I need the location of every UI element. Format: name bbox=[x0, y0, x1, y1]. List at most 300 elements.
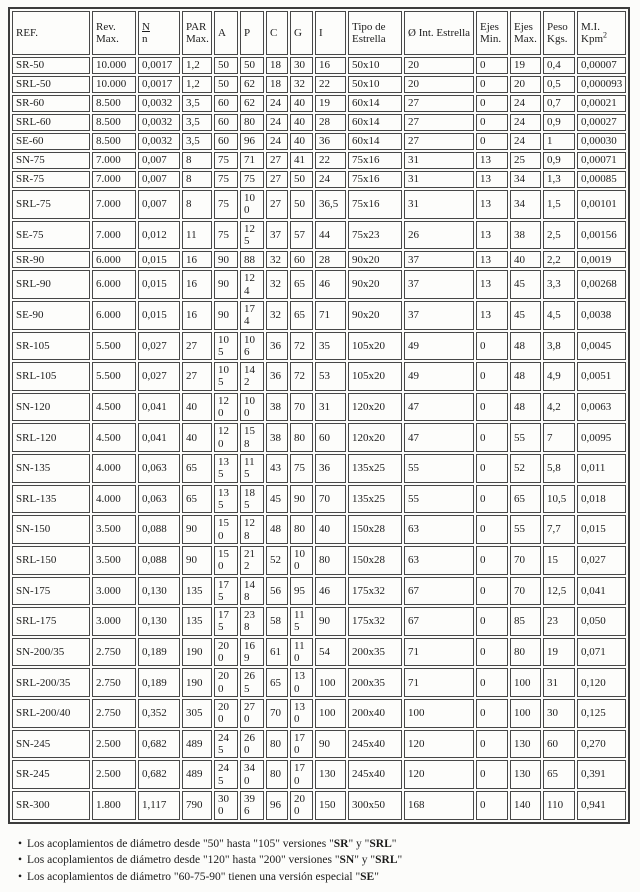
col-header-mi-kpm2 bbox=[577, 11, 626, 55]
value-cell: 270 bbox=[240, 699, 264, 728]
bullet-glyph: • bbox=[18, 870, 23, 883]
value-cell: 36 bbox=[315, 454, 346, 483]
value-cell: 75 bbox=[214, 171, 238, 188]
value-cell: 1.800 bbox=[92, 791, 136, 820]
value-cell: 0,015 bbox=[577, 515, 626, 544]
value-cell: 24 bbox=[510, 114, 541, 131]
n-ratio-numerator: N bbox=[142, 20, 150, 33]
value-cell: 37 bbox=[404, 270, 474, 299]
value-cell: 105 bbox=[214, 332, 238, 361]
value-cell: 37 bbox=[266, 221, 288, 250]
value-cell: 1 bbox=[543, 133, 575, 150]
value-cell: 4.000 bbox=[92, 454, 136, 483]
value-cell: 212 bbox=[240, 546, 264, 575]
value-cell: 43 bbox=[266, 454, 288, 483]
value-cell: 1,2 bbox=[182, 76, 212, 93]
value-cell: 8.500 bbox=[92, 95, 136, 112]
value-cell: 96 bbox=[266, 791, 288, 820]
value-cell: 32 bbox=[266, 301, 288, 330]
value-cell: 100 bbox=[315, 699, 346, 728]
value-cell: 100 bbox=[510, 699, 541, 728]
value-cell: 4.000 bbox=[92, 485, 136, 514]
value-cell: 200x35 bbox=[348, 668, 402, 697]
value-cell: 27 bbox=[182, 362, 212, 391]
value-cell: 0,682 bbox=[138, 730, 180, 759]
value-cell: 105x20 bbox=[348, 362, 402, 391]
value-cell: 95 bbox=[290, 577, 313, 606]
value-cell: 3,5 bbox=[182, 133, 212, 150]
n-ratio-denominator: n bbox=[142, 33, 148, 45]
value-cell: 245x40 bbox=[348, 760, 402, 789]
value-cell: 63 bbox=[404, 515, 474, 544]
value-cell: 49 bbox=[404, 332, 474, 361]
spec-row bbox=[12, 454, 626, 483]
value-cell: 13 bbox=[476, 190, 508, 219]
value-cell: 71 bbox=[404, 668, 474, 697]
value-cell: 150 bbox=[315, 791, 346, 820]
value-cell: 0,7 bbox=[543, 95, 575, 112]
value-cell: 0 bbox=[476, 730, 508, 759]
value-cell: 0,0038 bbox=[577, 301, 626, 330]
value-cell: 120x20 bbox=[348, 393, 402, 422]
value-cell: 2,5 bbox=[543, 221, 575, 250]
spec-row bbox=[12, 301, 626, 330]
value-cell: 40 bbox=[182, 423, 212, 452]
value-cell: 70 bbox=[315, 485, 346, 514]
value-cell: 260 bbox=[240, 730, 264, 759]
value-cell: 38 bbox=[266, 393, 288, 422]
ref-cell: SRL-105 bbox=[12, 362, 90, 391]
value-cell: 16 bbox=[182, 270, 212, 299]
value-cell: 0,391 bbox=[577, 760, 626, 789]
value-cell: 0 bbox=[476, 423, 508, 452]
value-cell: 34 bbox=[510, 171, 541, 188]
value-cell: 0 bbox=[476, 485, 508, 514]
value-cell: 60 bbox=[214, 133, 238, 150]
value-cell: 200 bbox=[290, 791, 313, 820]
value-cell: 44 bbox=[315, 221, 346, 250]
ref-cell: SN-150 bbox=[12, 515, 90, 544]
value-cell: 0 bbox=[476, 760, 508, 789]
value-cell: 0 bbox=[476, 699, 508, 728]
value-cell: 24 bbox=[266, 95, 288, 112]
value-cell: 175 bbox=[214, 607, 238, 636]
value-cell: 63 bbox=[404, 546, 474, 575]
value-cell: 0,041 bbox=[577, 577, 626, 606]
value-cell: 61 bbox=[266, 638, 288, 667]
value-cell: 150 bbox=[214, 546, 238, 575]
value-cell: 0,088 bbox=[138, 515, 180, 544]
value-cell: 90x20 bbox=[348, 301, 402, 330]
value-cell: 3,5 bbox=[182, 114, 212, 131]
value-cell: 245x40 bbox=[348, 730, 402, 759]
value-cell: 0,011 bbox=[577, 454, 626, 483]
value-cell: 75x16 bbox=[348, 152, 402, 169]
ref-cell: SRL-135 bbox=[12, 485, 90, 514]
value-cell: 65 bbox=[266, 668, 288, 697]
value-cell: 75 bbox=[214, 190, 238, 219]
value-cell: 185 bbox=[240, 485, 264, 514]
value-cell: 40 bbox=[290, 95, 313, 112]
value-cell: 0 bbox=[476, 515, 508, 544]
value-cell: 27 bbox=[404, 114, 474, 131]
value-cell: 80 bbox=[290, 423, 313, 452]
value-cell: 32 bbox=[290, 76, 313, 93]
value-cell: 75 bbox=[240, 171, 264, 188]
value-cell: 7 bbox=[543, 423, 575, 452]
value-cell: 71 bbox=[315, 301, 346, 330]
value-cell: 40 bbox=[290, 133, 313, 150]
spec-row bbox=[12, 171, 626, 188]
value-cell: 80 bbox=[315, 546, 346, 575]
value-cell: 0,063 bbox=[138, 454, 180, 483]
footnote-text: " bbox=[374, 870, 379, 883]
value-cell: 50 bbox=[214, 76, 238, 93]
value-cell: 200x35 bbox=[348, 638, 402, 667]
value-cell: 18 bbox=[266, 76, 288, 93]
ref-cell: SN-120 bbox=[12, 393, 90, 422]
value-cell: 55 bbox=[404, 454, 474, 483]
value-cell: 245 bbox=[214, 730, 238, 759]
value-cell: 18 bbox=[266, 57, 288, 74]
value-cell: 19 bbox=[543, 638, 575, 667]
value-cell: 13 bbox=[476, 152, 508, 169]
value-cell: 38 bbox=[510, 221, 541, 250]
value-cell: 19 bbox=[510, 57, 541, 74]
value-cell: 24 bbox=[315, 171, 346, 188]
value-cell: 0,0063 bbox=[577, 393, 626, 422]
value-cell: 120 bbox=[404, 760, 474, 789]
footnote-text: " bbox=[391, 837, 397, 850]
value-cell: 135 bbox=[182, 577, 212, 606]
value-cell: 4.500 bbox=[92, 423, 136, 452]
value-cell: 13 bbox=[476, 221, 508, 250]
value-cell: 90 bbox=[290, 485, 313, 514]
spec-row bbox=[12, 270, 626, 299]
value-cell: 47 bbox=[404, 423, 474, 452]
value-cell: 27 bbox=[404, 95, 474, 112]
value-cell: 0,007 bbox=[138, 171, 180, 188]
value-cell: 65 bbox=[510, 485, 541, 514]
value-cell: 70 bbox=[510, 546, 541, 575]
value-cell: 60 bbox=[543, 730, 575, 759]
value-cell: 45 bbox=[510, 301, 541, 330]
spec-row bbox=[12, 190, 626, 219]
value-cell: 0,0017 bbox=[138, 76, 180, 93]
value-cell: 70 bbox=[266, 699, 288, 728]
footnote-text: Los acoplamientos de diámetro "60-75-90" tienen una versión especial " bbox=[27, 870, 361, 883]
value-cell: 70 bbox=[510, 577, 541, 606]
value-cell: 790 bbox=[182, 791, 212, 820]
value-cell: 7.000 bbox=[92, 221, 136, 250]
value-cell: 150x28 bbox=[348, 515, 402, 544]
value-cell: 45 bbox=[266, 485, 288, 514]
bullet-glyph: • bbox=[18, 854, 23, 867]
value-cell: 52 bbox=[266, 546, 288, 575]
value-cell: 0,041 bbox=[138, 393, 180, 422]
ref-cell: SRL-120 bbox=[12, 423, 90, 452]
value-cell: 340 bbox=[240, 760, 264, 789]
value-cell: 75 bbox=[214, 221, 238, 250]
value-cell: 396 bbox=[240, 791, 264, 820]
value-cell: 10.000 bbox=[92, 57, 136, 74]
value-cell: 168 bbox=[404, 791, 474, 820]
value-cell: 135 bbox=[214, 454, 238, 483]
value-cell: 4.500 bbox=[92, 393, 136, 422]
value-cell: 0,050 bbox=[577, 607, 626, 636]
value-cell: 16 bbox=[182, 301, 212, 330]
version-code: SN bbox=[339, 854, 355, 867]
value-cell: 5,8 bbox=[543, 454, 575, 483]
value-cell: 24 bbox=[510, 133, 541, 150]
value-cell: 32 bbox=[266, 270, 288, 299]
value-cell: 130 bbox=[290, 699, 313, 728]
col-header-par-max: PAR Max. bbox=[182, 11, 212, 55]
value-cell: 0,130 bbox=[138, 607, 180, 636]
value-cell: 100 bbox=[315, 668, 346, 697]
value-cell: 31 bbox=[404, 171, 474, 188]
value-cell: 60x14 bbox=[348, 95, 402, 112]
value-cell: 100 bbox=[510, 668, 541, 697]
value-cell: 3.000 bbox=[92, 577, 136, 606]
col-header-ref: REF. bbox=[12, 11, 90, 55]
value-cell: 0,9 bbox=[543, 114, 575, 131]
value-cell: 100 bbox=[404, 699, 474, 728]
value-cell: 0,027 bbox=[138, 332, 180, 361]
version-code: SRL bbox=[369, 837, 392, 850]
value-cell: 135x25 bbox=[348, 454, 402, 483]
value-cell: 57 bbox=[290, 221, 313, 250]
value-cell: 80 bbox=[290, 515, 313, 544]
value-cell: 0,00030 bbox=[577, 133, 626, 150]
value-cell: 0 bbox=[476, 114, 508, 131]
value-cell: 300 bbox=[214, 791, 238, 820]
value-cell: 0,00268 bbox=[577, 270, 626, 299]
ref-cell: SR-90 bbox=[12, 251, 90, 268]
value-cell: 62 bbox=[240, 76, 264, 93]
value-cell: 67 bbox=[404, 607, 474, 636]
value-cell: 8 bbox=[182, 190, 212, 219]
value-cell: 120 bbox=[404, 730, 474, 759]
value-cell: 0,0045 bbox=[577, 332, 626, 361]
value-cell: 1,117 bbox=[138, 791, 180, 820]
col-header-int-estrella: Ø Int. Estrella bbox=[404, 11, 474, 55]
ref-cell: SR-60 bbox=[12, 95, 90, 112]
value-cell: 3,3 bbox=[543, 270, 575, 299]
value-cell: 27 bbox=[266, 171, 288, 188]
value-cell: 0,189 bbox=[138, 638, 180, 667]
spec-row bbox=[12, 251, 626, 268]
value-cell: 0 bbox=[476, 95, 508, 112]
value-cell: 0,015 bbox=[138, 301, 180, 330]
value-cell: 13 bbox=[476, 301, 508, 330]
value-cell: 0,015 bbox=[138, 270, 180, 299]
value-cell: 48 bbox=[510, 332, 541, 361]
value-cell: 0,0019 bbox=[577, 251, 626, 268]
spec-row bbox=[12, 114, 626, 131]
value-cell: 23 bbox=[543, 607, 575, 636]
ref-cell: SR-300 bbox=[12, 791, 90, 820]
value-cell: 67 bbox=[404, 577, 474, 606]
value-cell: 0,130 bbox=[138, 577, 180, 606]
value-cell: 50 bbox=[290, 190, 313, 219]
value-cell: 0 bbox=[476, 607, 508, 636]
value-cell: 0,00071 bbox=[577, 152, 626, 169]
col-header-g: G bbox=[290, 11, 313, 55]
value-cell: 135 bbox=[182, 607, 212, 636]
ref-cell: SRL-75 bbox=[12, 190, 90, 219]
value-cell: 71 bbox=[404, 638, 474, 667]
value-cell: 8 bbox=[182, 152, 212, 169]
value-cell: 80 bbox=[266, 760, 288, 789]
value-cell: 265 bbox=[240, 668, 264, 697]
value-cell: 50 bbox=[214, 57, 238, 74]
value-cell: 100 bbox=[240, 190, 264, 219]
value-cell: 0,125 bbox=[577, 699, 626, 728]
mi-label: M.I. bbox=[581, 20, 600, 33]
version-code: SR bbox=[333, 837, 349, 850]
value-cell: 31 bbox=[404, 152, 474, 169]
value-cell: 0,0051 bbox=[577, 362, 626, 391]
value-cell: 3,5 bbox=[182, 95, 212, 112]
footnote bbox=[18, 869, 631, 886]
value-cell: 100 bbox=[240, 393, 264, 422]
version-code: SRL bbox=[375, 854, 398, 867]
value-cell: 0,027 bbox=[577, 546, 626, 575]
value-cell: 3.500 bbox=[92, 515, 136, 544]
value-cell: 40 bbox=[510, 251, 541, 268]
value-cell: 90x20 bbox=[348, 251, 402, 268]
value-cell: 200 bbox=[214, 668, 238, 697]
value-cell: 20 bbox=[510, 76, 541, 93]
col-header-a: A bbox=[214, 11, 238, 55]
value-cell: 0,00007 bbox=[577, 57, 626, 74]
value-cell: 3,8 bbox=[543, 332, 575, 361]
value-cell: 22 bbox=[315, 76, 346, 93]
ref-cell: SRL-200/40 bbox=[12, 699, 90, 728]
value-cell: 105 bbox=[214, 362, 238, 391]
spec-row bbox=[12, 423, 626, 452]
col-header-tipo-estrella: Tipo de Estrella bbox=[348, 11, 402, 55]
ref-cell: SRL-150 bbox=[12, 546, 90, 575]
value-cell: 124 bbox=[240, 270, 264, 299]
value-cell: 125 bbox=[240, 221, 264, 250]
value-cell: 27 bbox=[182, 332, 212, 361]
value-cell: 2,2 bbox=[543, 251, 575, 268]
value-cell: 0,00085 bbox=[577, 171, 626, 188]
spec-row bbox=[12, 393, 626, 422]
value-cell: 0,088 bbox=[138, 546, 180, 575]
value-cell: 128 bbox=[240, 515, 264, 544]
value-cell: 1,2 bbox=[182, 57, 212, 74]
footnote-text: Los acoplamientos de diámetro desde "50" hasta "105" versiones " bbox=[27, 837, 334, 850]
value-cell: 0,018 bbox=[577, 485, 626, 514]
footnote-text: " y " bbox=[348, 837, 370, 850]
value-cell: 0 bbox=[476, 362, 508, 391]
value-cell: 7.000 bbox=[92, 171, 136, 188]
value-cell: 2.500 bbox=[92, 730, 136, 759]
value-cell: 56 bbox=[266, 577, 288, 606]
spec-row bbox=[12, 791, 626, 820]
value-cell: 8.500 bbox=[92, 114, 136, 131]
value-cell: 10.000 bbox=[92, 76, 136, 93]
value-cell: 300x50 bbox=[348, 791, 402, 820]
value-cell: 0,682 bbox=[138, 760, 180, 789]
value-cell: 4,2 bbox=[543, 393, 575, 422]
header-row bbox=[12, 11, 626, 55]
value-cell: 140 bbox=[510, 791, 541, 820]
value-cell: 60 bbox=[315, 423, 346, 452]
value-cell: 16 bbox=[315, 57, 346, 74]
value-cell: 75 bbox=[214, 152, 238, 169]
ref-cell: SN-175 bbox=[12, 577, 90, 606]
value-cell: 65 bbox=[290, 301, 313, 330]
value-cell: 40 bbox=[315, 515, 346, 544]
value-cell: 49 bbox=[404, 362, 474, 391]
spec-row bbox=[12, 515, 626, 544]
footnote-text: Los acoplamientos de diámetro desde "120" hasta "200" versiones " bbox=[27, 854, 340, 867]
spec-row bbox=[12, 152, 626, 169]
value-cell: 0,189 bbox=[138, 668, 180, 697]
value-cell: 106 bbox=[240, 332, 264, 361]
spec-row bbox=[12, 362, 626, 391]
value-cell: 36,5 bbox=[315, 190, 346, 219]
value-cell: 190 bbox=[182, 668, 212, 697]
value-cell: 80 bbox=[240, 114, 264, 131]
value-cell: 148 bbox=[240, 577, 264, 606]
value-cell: 50x10 bbox=[348, 57, 402, 74]
col-header-p: P bbox=[240, 11, 264, 55]
value-cell: 0,120 bbox=[577, 668, 626, 697]
value-cell: 15 bbox=[543, 546, 575, 575]
value-cell: 24 bbox=[266, 114, 288, 131]
value-cell: 46 bbox=[315, 270, 346, 299]
value-cell: 0 bbox=[476, 133, 508, 150]
value-cell: 0,000093 bbox=[577, 76, 626, 93]
value-cell: 7.000 bbox=[92, 190, 136, 219]
value-cell: 71 bbox=[240, 152, 264, 169]
value-cell: 150 bbox=[214, 515, 238, 544]
value-cell: 110 bbox=[543, 791, 575, 820]
value-cell: 200x40 bbox=[348, 699, 402, 728]
value-cell: 13 bbox=[476, 251, 508, 268]
value-cell: 0,4 bbox=[543, 57, 575, 74]
spec-row bbox=[12, 221, 626, 250]
ref-cell: SR-50 bbox=[12, 57, 90, 74]
value-cell: 150x28 bbox=[348, 546, 402, 575]
value-cell: 40 bbox=[182, 393, 212, 422]
ref-cell: SN-245 bbox=[12, 730, 90, 759]
value-cell: 26 bbox=[404, 221, 474, 250]
value-cell: 2.750 bbox=[92, 668, 136, 697]
footnote-text: " bbox=[397, 854, 403, 867]
value-cell: 50 bbox=[240, 57, 264, 74]
value-cell: 22 bbox=[315, 152, 346, 169]
value-cell: 7.000 bbox=[92, 152, 136, 169]
ref-cell: SR-75 bbox=[12, 171, 90, 188]
value-cell: 120 bbox=[214, 423, 238, 452]
value-cell: 115 bbox=[290, 607, 313, 636]
value-cell: 53 bbox=[315, 362, 346, 391]
value-cell: 36 bbox=[315, 133, 346, 150]
value-cell: 0 bbox=[476, 76, 508, 93]
value-cell: 80 bbox=[510, 638, 541, 667]
value-cell: 0,015 bbox=[138, 251, 180, 268]
value-cell: 0,00156 bbox=[577, 221, 626, 250]
value-cell: 489 bbox=[182, 760, 212, 789]
value-cell: 0 bbox=[476, 454, 508, 483]
col-header-c: C bbox=[266, 11, 288, 55]
